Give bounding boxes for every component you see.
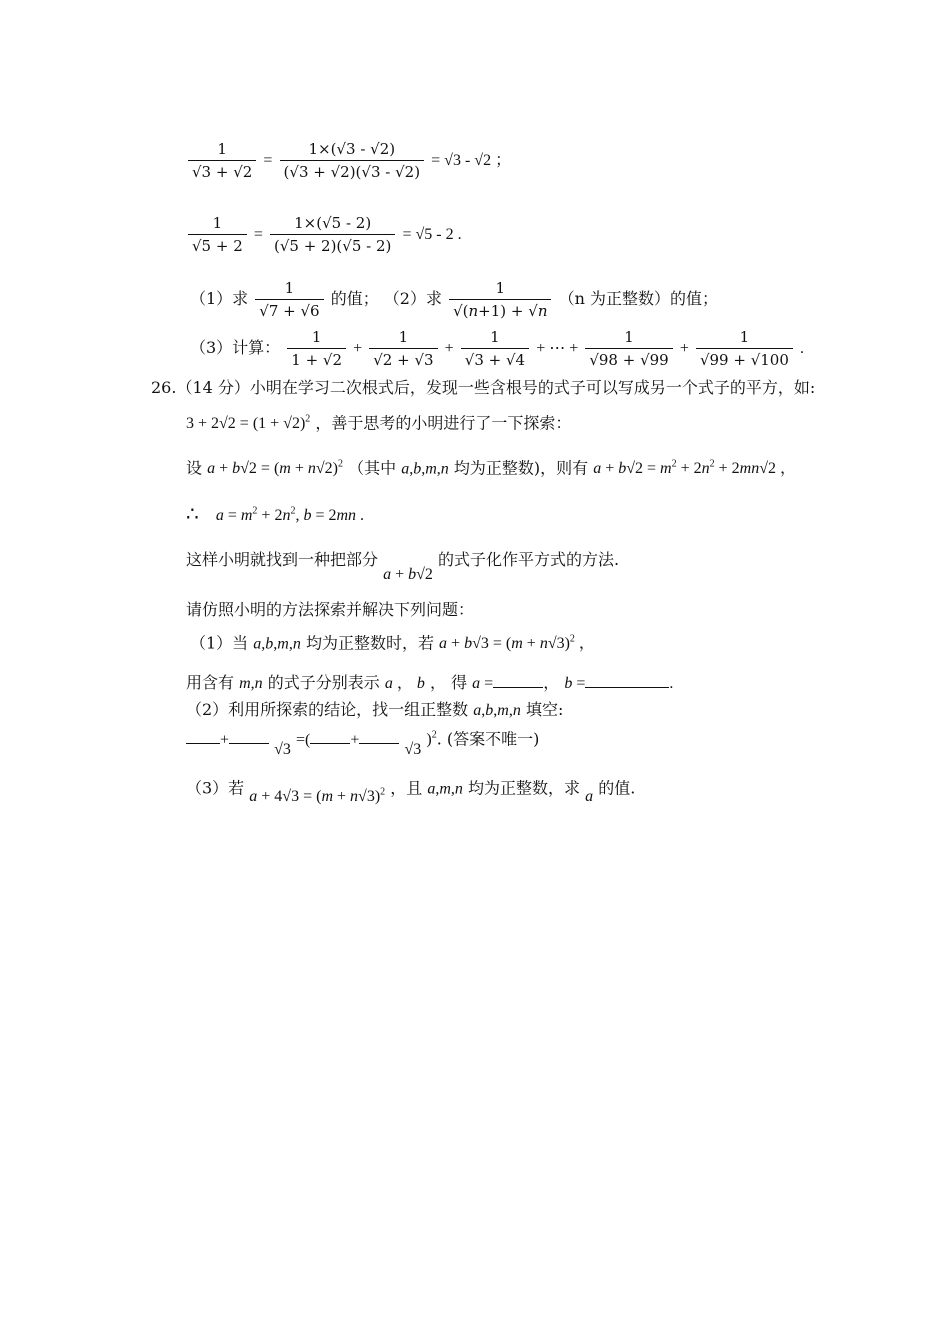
- answer-blank-b[interactable]: [585, 673, 669, 688]
- intro-equation-2: $\frac{1}{√5 + 2}$ = $\frac{1\times(√5 - 2)}{(√5 + 2)(√5 - 2)}$ = √5 - 2 .: [186, 214, 462, 255]
- q25-p1-after: 的值；: [330, 289, 379, 308]
- q25-p1-label: （1）求: [190, 289, 249, 308]
- q25-part-3: （3）计算： $\frac{1}{1 + √2}$ + $\frac{1}{√2 + √3}$ + $\frac{1}{√3 + √4}$ + ⋯ + $\frac{1}{√98 + √99}$ + $\frac{1}{√99 + √100}$ .: [190, 328, 804, 369]
- q26-example-after: ，善于思考的小明进行了一下探索：: [315, 413, 572, 433]
- intro-equation-1: $\frac{1}{√3 + √2}$ = $\frac{1\times(√3 - √2)}{(√3 + √2)(√3 - √2)}$ = √3 - √2 ；: [186, 140, 511, 181]
- q26-instruction: 请仿照小明的方法探索并解决下列问题：: [186, 600, 475, 619]
- q26-summary: 这样小明就找到一种把部分 a + b√2 的式子化作平方式的方法.: [186, 550, 620, 583]
- answer-blank-3[interactable]: [310, 729, 350, 744]
- answer-blank-a[interactable]: [493, 673, 543, 688]
- fraction: $\frac{1}{√5 + 2}$: [188, 214, 247, 255]
- q26-sub2-note: . (答案不唯一): [436, 729, 540, 749]
- q26-sub2-line2: + √3 =( + √3 )$^2$. (答案不唯一): [186, 726, 539, 750]
- q25-p3-label: （3）计算：: [190, 338, 281, 357]
- q26-sub1-line2: 用含有 m,n 的式子分别表示 a ， b ， 得 a = ， b = .: [186, 673, 674, 692]
- q25-dots: + ⋯ +: [536, 340, 579, 357]
- q26-sub2-line1: （2）利用所探索的结论，找一组正整数 a,b,m,n 填空:: [186, 700, 564, 719]
- answer-blank-1[interactable]: [186, 729, 220, 744]
- q26-example: $3 + 2√2 = (1 + √2)^2$ ，善于思考的小明进行了一下探索：: [186, 413, 572, 433]
- q26-sub1-line1: （1）当 a,b,m,n 均为正整数时，若 $a + b√3 = (m + n√3)^2$ ，: [190, 633, 595, 653]
- fraction: $\frac{1}{√(n+1) + √n}$: [449, 279, 551, 320]
- q26-set-line: 设 $a + b√2 = (m + n√2)^2$ （其中 a,b,m,n 均为正整数)，则有 $a + b√2 = m^2 + 2n^2 + 2mn√2$ ，: [186, 458, 797, 478]
- q26-sub3: （3）若 $a + 4√3 = (m + n√3)^2$ ，且 a,m,n 均为正整数，求 a 的值.: [186, 778, 636, 806]
- q26-therefore-line: ∴ $a = m^2 + 2n^2$, b = 2mn .: [186, 501, 365, 526]
- q25-parts-1-2: [190, 279, 718, 320]
- therefore-symbol: ∴: [186, 501, 199, 526]
- fraction: $\frac{1}{√3 + √2}$: [188, 140, 256, 181]
- answer-blank-2[interactable]: [229, 729, 269, 744]
- q25-p2-label: （2）求: [383, 289, 442, 308]
- fraction: $\frac{1\times(√3 - √2)}{(√3 + √2)(√3 - √2)}$: [280, 140, 425, 181]
- q25-p2-paren: （n 为正整数）的值；: [558, 289, 718, 308]
- fraction: $\frac{1\times(√5 - 2)}{(√5 + 2)(√5 - 2)}$: [270, 214, 395, 255]
- q26-head: 26.（14 分）小明在学习二次根式后，发现一些含根号的式子可以写成另一个式子的平方，如:: [151, 378, 816, 397]
- answer-blank-4[interactable]: [359, 729, 399, 744]
- fraction: $\frac{1}{√7 + √6}$: [255, 279, 323, 320]
